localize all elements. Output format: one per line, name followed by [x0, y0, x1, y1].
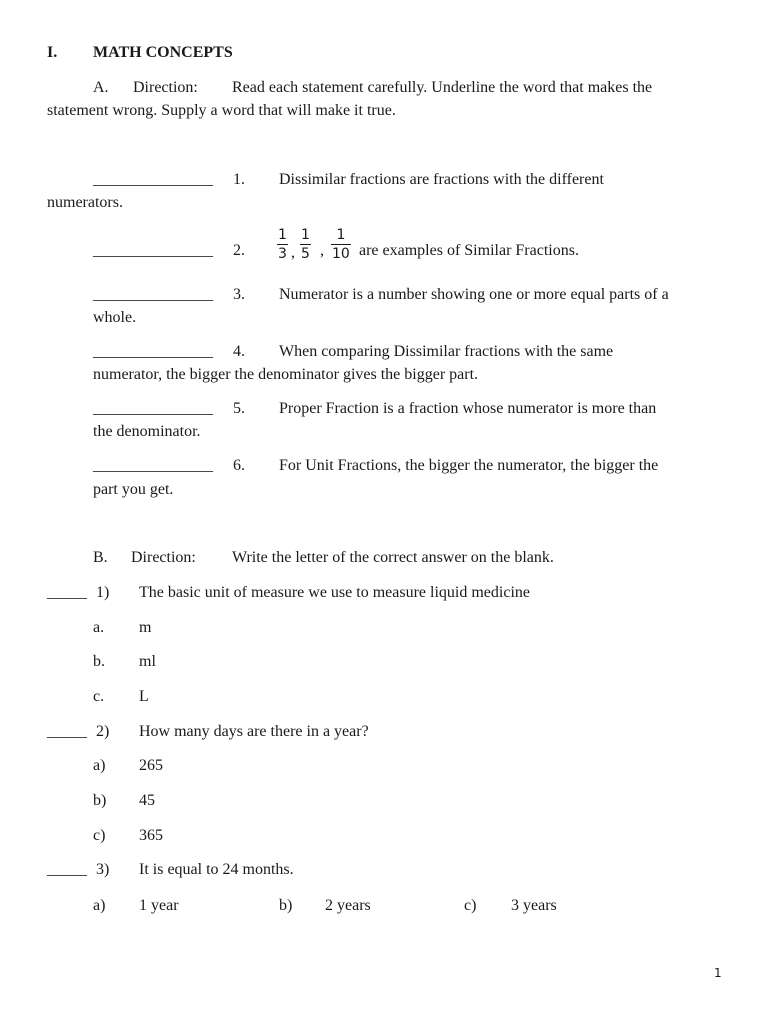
- option-text: 45: [139, 792, 155, 809]
- item-number: 4.: [233, 343, 245, 360]
- fraction-one-tenth: [331, 228, 351, 261]
- option-text: m: [139, 619, 152, 636]
- item-number: 6.: [233, 457, 245, 474]
- option-label: b): [279, 897, 293, 914]
- fraction-numerator: 1: [301, 227, 310, 243]
- statement-line1: For Unit Fractions, the bigger the numerator, the bigger the: [279, 457, 659, 474]
- fraction-separator: ,: [320, 242, 324, 259]
- question-number: 3): [96, 861, 110, 878]
- question-number: 2): [96, 723, 110, 740]
- answer-blank[interactable]: _______________: [93, 286, 213, 303]
- page-number: 1: [714, 966, 722, 980]
- option-text: 3 years: [511, 897, 557, 914]
- item-number: 3.: [233, 286, 245, 303]
- option-text: 365: [139, 827, 163, 844]
- option-label: c): [464, 897, 477, 914]
- answer-blank[interactable]: _______________: [93, 242, 213, 259]
- option-label: c.: [93, 688, 105, 705]
- statement-line1: Dissimilar fractions are fractions with the different: [279, 171, 604, 188]
- fraction-separator: ,: [291, 244, 295, 261]
- section-roman: I.: [47, 44, 58, 61]
- section-title: MATH CONCEPTS: [93, 44, 233, 61]
- part-b-direction-label: Direction:: [131, 549, 196, 566]
- option-text: L: [139, 688, 149, 705]
- statement-line2: the denominator.: [93, 423, 201, 440]
- option-label: c): [93, 827, 106, 844]
- item-number: 2.: [233, 242, 245, 259]
- fraction-denominator: 10: [332, 246, 350, 262]
- question-number: 1): [96, 584, 110, 601]
- fraction-numerator: 1: [336, 227, 346, 243]
- fraction-denominator: 3: [278, 246, 287, 262]
- item-number: 5.: [233, 400, 245, 417]
- answer-blank[interactable]: _______________: [93, 400, 213, 417]
- option-text: 265: [139, 757, 163, 774]
- part-a-direction-label: Direction:: [133, 79, 198, 96]
- option-text: 2 years: [325, 897, 371, 914]
- part-b-direction-text: Write the letter of the correct answer on the blank.: [232, 549, 554, 566]
- option-label: a): [93, 897, 106, 914]
- statement-line2: numerator, the bigger the denominator gives the bigger part.: [93, 366, 479, 383]
- answer-blank[interactable]: _____: [47, 584, 87, 601]
- option-label: b): [93, 792, 107, 809]
- part-b-letter: B.: [93, 549, 108, 566]
- option-label: b.: [93, 653, 105, 670]
- option-text: 1 year: [139, 897, 179, 914]
- statement-line2: whole.: [93, 309, 137, 326]
- answer-blank[interactable]: _______________: [93, 343, 213, 360]
- statement-line1: Numerator is a number showing one or more equal parts of a: [279, 286, 669, 303]
- option-label: a): [93, 757, 106, 774]
- fraction-one-fifth: [300, 228, 311, 261]
- part-a-direction-line2: statement wrong. Supply a word that will make it true.: [47, 102, 396, 119]
- option-label: a.: [93, 619, 105, 636]
- question-text: How many days are there in a year?: [139, 723, 369, 740]
- question-text: The basic unit of measure we use to measure liquid medicine: [139, 584, 530, 601]
- fraction-denominator: 5: [301, 246, 310, 262]
- statement-line1: Proper Fraction is a fraction whose numerator is more than: [279, 400, 657, 417]
- fraction-numerator: 1: [278, 227, 287, 243]
- answer-blank[interactable]: _____: [47, 861, 87, 878]
- answer-blank[interactable]: _______________: [93, 171, 213, 188]
- item-number: 1.: [233, 171, 245, 188]
- option-text: ml: [139, 653, 156, 670]
- part-a-letter: A.: [93, 79, 109, 96]
- statement-line2: numerators.: [47, 194, 123, 211]
- statement-line1: are examples of Similar Fractions.: [359, 242, 579, 259]
- answer-blank[interactable]: _____: [47, 723, 87, 740]
- part-a-direction-line1: Read each statement carefully. Underline the word that makes the: [232, 79, 653, 96]
- statement-line2: part you get.: [93, 481, 174, 498]
- answer-blank[interactable]: _______________: [93, 457, 213, 474]
- statement-line1: When comparing Dissimilar fractions with the same: [279, 343, 614, 360]
- question-text: It is equal to 24 months.: [139, 861, 294, 878]
- fraction-one-third: [277, 228, 288, 261]
